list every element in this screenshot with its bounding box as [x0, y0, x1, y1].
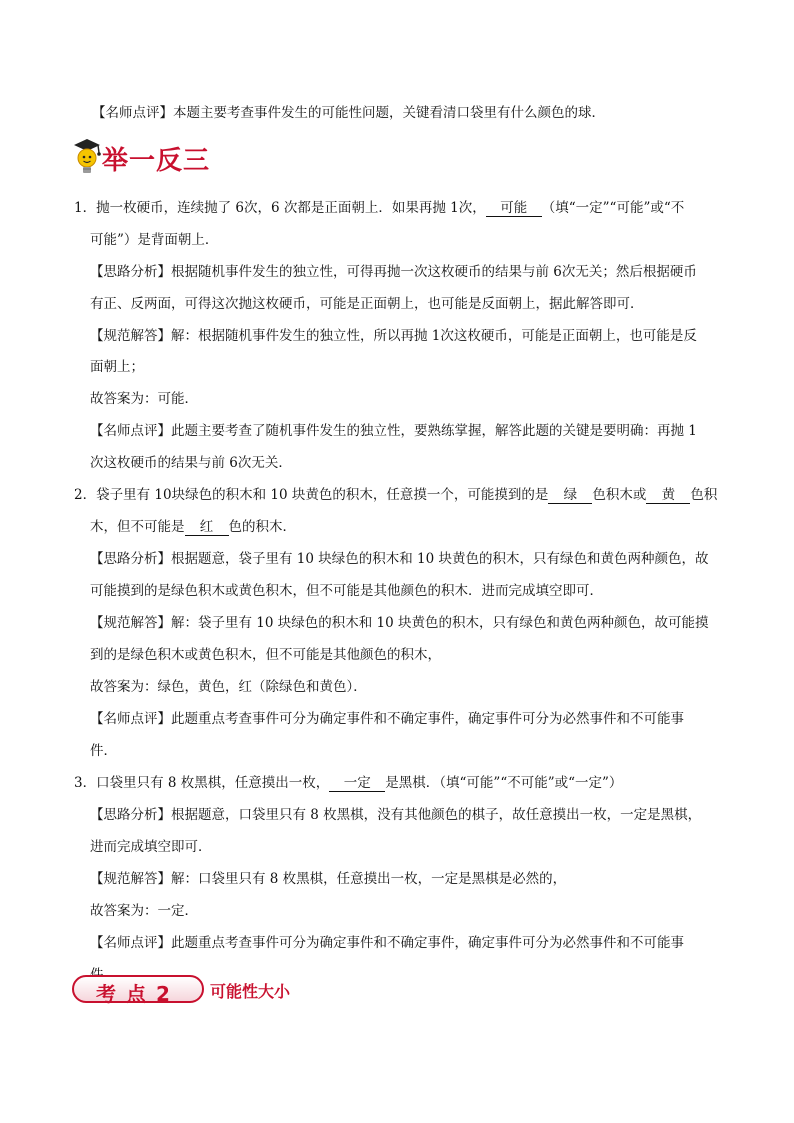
banner-title: 举一反三 [102, 146, 211, 176]
topic-pill [72, 975, 204, 1006]
q1-stem-a: 抛一枚硬币，连续抛了 6次，6 次都是正面朝上．如果再抛 1次， [96, 200, 486, 216]
q3-solution-line1 [90, 870, 566, 888]
q2-answer-blank-3: 红 [185, 519, 229, 536]
comment-text: 本题主要考查事件发生的可能性问题，关键看清口袋里有什么颜色的球． [173, 105, 605, 121]
q1-comment-line1 [90, 422, 697, 440]
q2-comment-text: 此题重点考查事件可分为确定事件和不确定事件，确定事件可分为必然事件和不可能事 [171, 711, 684, 727]
q2-stem-c: 色积 [690, 487, 718, 503]
q1-answer-blank: 可能 [486, 200, 542, 217]
q1-stem-line1 [74, 199, 684, 217]
q1-solution-line1 [90, 327, 697, 345]
q2-number: 2． [74, 487, 97, 503]
q3-comment-line1 [90, 934, 684, 952]
q3-stem-line1 [74, 774, 622, 792]
q3-solution-text: 解：口袋里只有 8 枚黑棋，任意摸出一枚，一定是黑棋是必然的， [171, 871, 567, 887]
q2-stem-line1 [74, 486, 717, 504]
q1-stem-b: （填“一定”“可能”或“不 [541, 200, 685, 216]
q2-stem-d: 木，但不可能是 [90, 519, 185, 535]
comment-tag: 【名师点评】 [90, 935, 171, 951]
q1-solution-line2: 面朝上； [90, 359, 144, 375]
q2-answer: 故答案为：绿色，黄色，红（除绿色和黄色）． [90, 679, 367, 695]
q2-analysis-text: 根据题意，袋子里有 10 块绿色的积木和 10 块黄色的积木，只有绿色和黄色两种颜色，故 [171, 551, 709, 567]
q1-comment-line2: 次这枚硬币的结果与前 6次无关． [90, 455, 292, 471]
q1-comment-text: 此题主要考查了随机事件发生的独立性，要熟练掌握，解答此题的关键是要明确：再抛 1 [171, 423, 697, 439]
q2-analysis-line1 [90, 550, 709, 568]
q1-answer: 故答案为：可能． [90, 391, 198, 407]
comment-tag: 【名师点评】 [90, 711, 171, 727]
q3-answer-blank: 一定 [329, 775, 385, 792]
q2-answer-blank-2: 黄 [646, 487, 690, 504]
q2-stem-e: 色的积木． [228, 519, 296, 535]
comment-tag: 【名师点评】 [92, 105, 173, 121]
q2-answer-blank-1: 绿 [548, 487, 592, 504]
q3-number: 3． [74, 775, 97, 791]
solution-tag: 【规范解答】 [90, 328, 171, 344]
q1-analysis-text: 根据随机事件发生的独立性，可得再抛一次这枚硬币的结果与前 6次无关；然后根据硬币 [171, 264, 697, 280]
q3-analysis-line2: 进而完成填空即可． [90, 839, 212, 855]
q3-analysis-line1 [90, 806, 701, 824]
graduate-bulb-icon [70, 136, 104, 176]
solution-tag: 【规范解答】 [90, 615, 171, 631]
q1-solution-text: 解：根据随机事件发生的独立性，所以再抛 1次这枚硬币，可能是正面朝上，也可能是反 [171, 328, 697, 344]
q2-solution-line2: 到的是绿色积木或黄色积木，但不可能是其他颜色的积木， [90, 647, 441, 663]
topic-title: 可能性大小 [210, 982, 291, 1001]
q3-analysis-text: 根据题意，口袋里只有 8 枚黑棋，没有其他颜色的棋子，故任意摸出一枚，一定是黑棋， [171, 807, 702, 823]
analysis-tag: 【思路分析】 [90, 551, 171, 567]
q2-comment-line1 [90, 710, 684, 728]
q2-solution-line1 [90, 614, 709, 632]
q1-analysis-line2: 有正、反两面，可得这次抛这枚硬币，可能是正面朝上，也可能是反面朝上，据此解答即可． [90, 296, 644, 312]
comment-tag: 【名师点评】 [90, 423, 171, 439]
q2-solution-text: 解：袋子里有 10 块绿色的积木和 10 块黄色的积木，只有绿色和黄色两种颜色，故可能摸 [171, 615, 709, 631]
solution-tag: 【规范解答】 [90, 871, 171, 887]
section-banner-practice [70, 136, 220, 176]
q3-stem-b: 是黑棋．（填“可能”“不可能”或“一定”） [385, 775, 623, 791]
q2-comment-line2: 件． [90, 743, 117, 759]
analysis-tag: 【思路分析】 [90, 264, 171, 280]
topic-pill-label: 考点2 [96, 982, 180, 1006]
q1-stem-line2: 可能”）是背面朝上． [90, 232, 219, 248]
q2-stem-a: 袋子里有 10块绿色的积木和 10 块黄色的积木，任意摸一个，可能摸到的是 [96, 487, 549, 503]
analysis-tag: 【思路分析】 [90, 807, 171, 823]
q3-stem-a: 口袋里只有 8 枚黑棋，任意摸出一枚， [96, 775, 330, 791]
q1-analysis-line1 [90, 263, 697, 281]
q2-stem-line2 [90, 518, 296, 536]
top-comment [92, 104, 605, 122]
q2-stem-b: 色积木或 [592, 487, 647, 503]
q1-number: 1． [74, 200, 97, 216]
q3-answer: 故答案为：一定． [90, 903, 198, 919]
q3-comment-text: 此题重点考查事件可分为确定事件和不确定事件，确定事件可分为必然事件和不可能事 [171, 935, 684, 951]
q2-analysis-line2: 可能摸到的是绿色积木或黄色积木，但不可能是其他颜色的积木．进而完成填空即可． [90, 583, 603, 599]
